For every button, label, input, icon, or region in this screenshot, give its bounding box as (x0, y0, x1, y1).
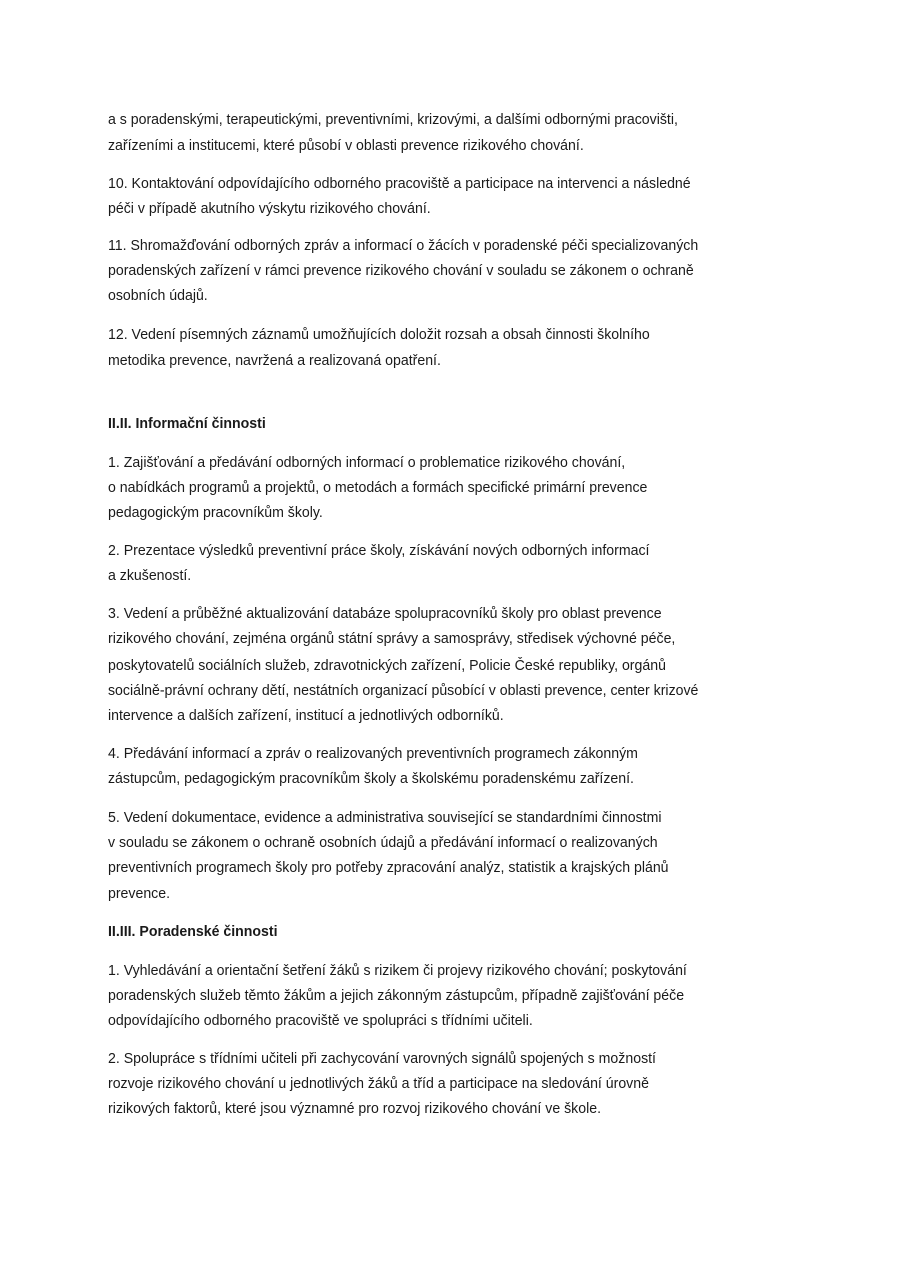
text-line: preventivních programech školy pro potřeby zpracování analýz, statistik a krajských plánů (108, 859, 669, 876)
text-line: rozvoje rizikového chování u jednotlivých žáků a tříd a participace na sledování úrovně (108, 1075, 649, 1092)
text-line: metodika prevence, navržená a realizovaná opatření. (108, 352, 441, 369)
text-line: zástupcům, pedagogickým pracovníkům školy a školskému poradenskému zařízení. (108, 770, 634, 787)
text-line: rizikových faktorů, které jsou významné pro rozvoj rizikového chování ve škole. (108, 1100, 602, 1117)
text-line: 12. Vedení písemných záznamů umožňujících doložit rozsah a obsah činnosti školního (108, 326, 650, 343)
text-line: a s poradenskými, terapeutickými, preventivními, krizovými, a dalšími odbornými pracovišti, (108, 111, 678, 128)
text-line: 11. Shromažďování odborných zpráv a informací o žácích v poradenské péči specializovaných (108, 237, 699, 254)
section-heading-poradenske-cinnosti: II.III. Poradenské činnosti (108, 923, 278, 940)
text-line: poskytovatelů sociálních služeb, zdravotnických zařízení, Policie České republiky, orgánů (108, 657, 666, 674)
text-line: a zkušeností. (108, 567, 192, 584)
text-line: péči v případě akutního výskytu rizikového chování. (108, 200, 431, 217)
text-line: sociálně-právní ochrany dětí, nestátních organizací působící v oblasti prevence, center krizové (108, 682, 699, 699)
text-line: 3. Vedení a průběžné aktualizování databáze spolupracovníků školy pro oblast prevence (108, 605, 662, 622)
text-line: 2. Spolupráce s třídními učiteli při zachycování varovných signálů spojených s možností (108, 1050, 656, 1067)
text-line: 1. Zajišťování a předávání odborných informací o problematice rizikového chování, (108, 454, 626, 471)
text-line: 2. Prezentace výsledků preventivní práce školy, získávání nových odborných informací (108, 542, 650, 559)
text-line: prevence. (108, 885, 171, 902)
text-line: zařízeními a institucemi, které působí v oblasti prevence rizikového chování. (108, 137, 584, 154)
text-line: osobních údajů. (108, 287, 208, 304)
text-line: poradenských služeb těmto žákům a jejich zákonným zástupcům, případně zajišťování péče (108, 987, 685, 1004)
text-line: 10. Kontaktování odpovídajícího odborného pracoviště a participace na intervenci a následné (108, 175, 691, 192)
text-line: intervence a dalších zařízení, institucí a jednotlivých odborníků. (108, 707, 504, 724)
text-line: pedagogickým pracovníkům školy. (108, 504, 323, 521)
text-line: 4. Předávání informací a zpráv o realizovaných preventivních programech zákonným (108, 745, 638, 762)
text-line: poradenských zařízení v rámci prevence rizikového chování v souladu se zákonem o ochraně (108, 262, 694, 279)
text-line: odpovídajícího odborného pracoviště ve spolupráci s třídními učiteli. (108, 1012, 533, 1029)
text-line: v souladu se zákonem o ochraně osobních údajů a předávání informací o realizovaných (108, 834, 658, 851)
text-line: 5. Vedení dokumentace, evidence a administrativa související se standardními činnostmi (108, 809, 662, 826)
text-line: rizikového chování, zejména orgánů státní správy a samosprávy, středisek výchovné péče, (108, 630, 676, 647)
section-heading-informacni-cinnosti: II.II. Informační činnosti (108, 415, 266, 432)
text-line: o nabídkách programů a projektů, o metodách a formách specifické primární prevence (108, 479, 648, 496)
text-line: 1. Vyhledávání a orientační šetření žáků s rizikem či projevy rizikového chování; poskytování (108, 962, 687, 979)
